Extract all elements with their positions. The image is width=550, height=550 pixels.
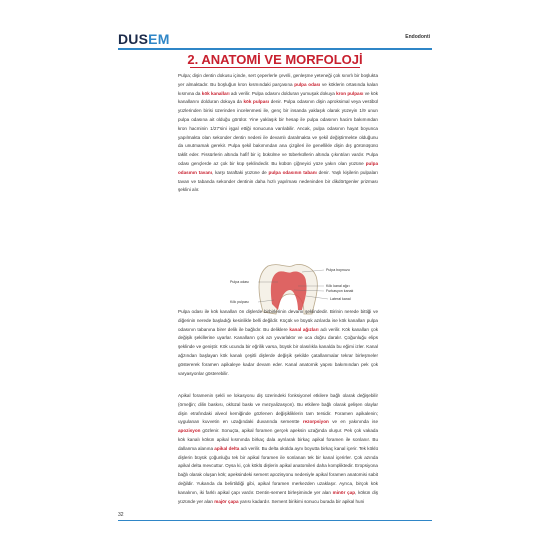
- section-name: Endodonti: [405, 34, 430, 40]
- label-pulp-chamber: Pulpa odası: [230, 280, 249, 284]
- paragraph-root-canals: Pulpa odası ile kök kanalları ön dişlerde birbirlerinin devamı şeklindedir. Birinin nerede bittiği ve diğerinin nerede başladığı kesinlikle belli değildir. Küçük ve büyük azılarda ise kök kanalları pulpa odasının tabanına birer delik ile bağlıdır. Bu deliklere kanal ağızları adı verilir. Kök kanalları çok değişik şekillerine uyarlar. Kanalların çok azı yuvarlaktır ve uca doğru daralır. Çoğunluğu elips şeklinde ve geniştir. Kök ucunda bir eğrilik varsa, büyük bir olasılıkla kanalda bu eğimi izler. Kanal ağzından başlayan kök kanalı çeşitli dişlerde değişik şekilde çatallanmalar tekrar birleşmeler göstererek foramen apikaleye kadar devam eder. Kanal anatomik yapısı bakımından pek çok varyasyonlar gösterebilir.: [178, 309, 378, 376]
- page-number: 32: [118, 512, 124, 518]
- logo-part-dus: DUS: [118, 31, 149, 47]
- label-root-pulp: Kök pulpası: [230, 300, 249, 304]
- chapter-title: 2. ANATOMİ VE MORFOLOJİ: [187, 52, 363, 67]
- label-pulp-horn: Pulpa boynuzu: [326, 268, 350, 272]
- paragraph-pulp-intro: Pulpa; dişin dentin dokusu içinde, sert çeperlerle çevrili, genleşme yeteneği çok sınırlı bir boşlukta yer almaktadır. Bu boşluğun kron kısmındaki parçasına pulpa odası ve köklerin ortasında kalan kısmına da kök kanalları adı verilir. Pulpa odasını dolduran yumuşak dokuya kron pulpası ve kök kanallarını dolduran dokuya da kök pulpası denir. Pulpa odasının dişin aproksimal veya vestibül yüzlerinden birisi üzerinden incelenmesi ile, genç bir insanda yaklaşık olarak yüzeyin 1/9 unun pulpa odasına ait olduğu görülür. Yine yaklaşık bir hesap ile pulpa odasının hacim bakımından kron hacminin 1/27'sini işgal ettiği sonucuna varılabilir. Ancak, pulpa odasının hayat boyunca yapılmakta olan sekonder dentin nedeni ile devamlı daralmakta ve şekil değiştirmekte olduğunu da unutmamak gerekir. Pulpa şekil bakımından ana çizgileri ile genellikle dişin dış görünüşünü taklit eder. Fissürlerin altında hafif bir iç bükülme ve tüberküllerin altında çıkıntıları vardır. Pulpa odası gençlerde az çok bir küp şeklindedir. Bu kübün çiğneyici yüze yakın olan yüzüne pulpa odasının tavanı, karşı taraftaki yüzüne de pulpa odasının tabanı denir. Yaşlı kişilerin pulpaları tavan ve tabanda sekonder dentinin daha hızlı yapılması nedeninden bir dikdörtgenler prizması şeklini alır.: [178, 73, 379, 193]
- logo-part-em: EM: [148, 31, 170, 47]
- label-lateral-canal: Lateral kanal: [330, 297, 351, 301]
- title-underline: [190, 67, 360, 68]
- dusem-logo: [118, 31, 170, 47]
- label-accessory-canal: Kök kanal ağzı: [326, 284, 350, 288]
- footer-divider: [118, 520, 432, 521]
- label-furcation-canal: Furkasyon kanalı: [326, 289, 354, 293]
- paragraph-apical-foramen: Apikal foramenin şekli ve lokasyonu diş üzerindeki fonksiyonel etkilere bağlı olarak değişebilir (örneğin; dilin baskısı, oklüzal baskı ve mezyalizasyon). Bu etkilere bağlı olarak gelişen olaylar dişin etrafındaki alveol kemiğinde gözlenen değişikliklerin tam tersidir. Foramen apikalenin; uygulanan kuvvetin en uzağındaki duvarında sementte rezorpsiyon ve en yakınında ise apozisyon gözlenir. Sonuçta, apikal foramen gerçek apeksin uzağında oluşur. Pek çok vakada kök kanalı kökün apikal kısmında birkaç dala ayrılarak birkaç apikal foramen ile sonlanır. Bu dallanma alanına apikal delta adı verilir. Bu delta okülda aynı boyutta birkaç kanal içerir. Tek köklü dişlerin büyük çoğunluğu tek bir apikal foramen ile sonlanan tek bir kanal içerirler. Çok azında apikal delta mevcuttur. Oysa ki, çok köklü dişlerin apikal anatomileri daha kompliktedir. Eropsiyona bağlı olarak oluşan kök; apeksindeki sement apozisyonu nedeniyle apikal foramen anatomisi sabit değildir. Yukarıda da belirtildiği gibi, apikal foramen merkezden uzaklaşır. Ayrıca, birçok kök kanalının, iki farklı apikal çapı vardır. Dentin-sement birleşiminde yer alan minör çap, kökün diş yüzünde yer alan majör çapa yarısı kadardır. Sement birikimi sonucu burada bir apikal huni: [178, 393, 379, 504]
- title-box: [118, 48, 432, 68]
